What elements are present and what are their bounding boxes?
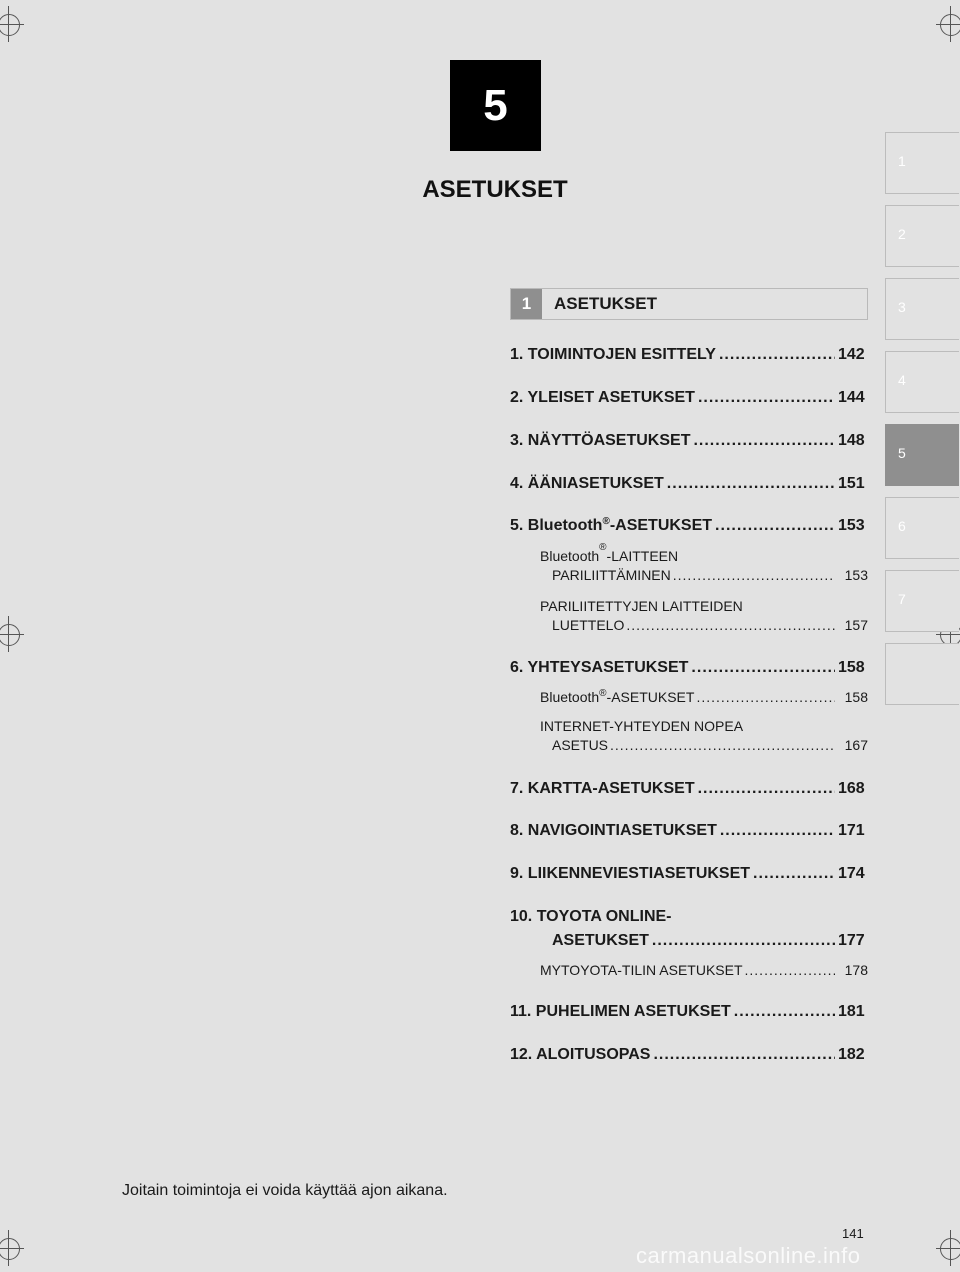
- toc-entry[interactable]: 4. ÄÄNIASETUKSET ..... 151: [510, 475, 868, 493]
- page-number: 141: [842, 1226, 864, 1241]
- tab-chapter-1[interactable]: 1: [885, 132, 959, 194]
- watermark: carmanualsonline.info: [636, 1243, 861, 1268]
- toc-entry[interactable]: 9. LIIKENNEVIESTIASETUKSET ..... 174: [510, 865, 868, 883]
- toc-entry[interactable]: 2. YLEISET ASETUKSET ..... 144: [510, 389, 868, 407]
- toc-entry[interactable]: 12. ALOITUSOPAS ..... 182: [510, 1046, 868, 1064]
- tab-chapter-3[interactable]: 3: [885, 278, 959, 340]
- toc-entry[interactable]: 3. NÄYTTÖASETUKSET ..... 148: [510, 432, 868, 450]
- toc-entry[interactable]: 5. Bluetooth®-ASETUKSET ..... 153: [510, 517, 868, 535]
- section-number: 1: [511, 289, 542, 319]
- footer-note: Joitain toimintoja ei voida käyttää ajon aikana.: [122, 1182, 448, 1199]
- toc-entry[interactable]: 11. PUHELIMEN ASETUKSET ..... 181: [510, 1003, 868, 1021]
- tab-chapter-7[interactable]: 7: [885, 570, 959, 632]
- section-header: [510, 288, 868, 320]
- toc-subentry[interactable]: INTERNET-YHTEYDEN NOPEA ASETUS ..... 167: [540, 718, 868, 753]
- toc-subentry[interactable]: Bluetooth ® -LAITTEEN PARILIITTÄMINEN ..... 153: [540, 548, 868, 583]
- toc-subentry[interactable]: Bluetooth®-ASETUKSET ..... 158: [540, 689, 868, 705]
- chapter-title: ASETUKSET: [422, 176, 568, 203]
- section-title: ASETUKSET: [554, 294, 657, 313]
- tab-chapter-2[interactable]: 2: [885, 205, 959, 267]
- toc-entry[interactable]: 7. KARTTA-ASETUKSET ..... 168: [510, 780, 868, 798]
- chapter-number-box: [450, 60, 541, 151]
- toc-subentry[interactable]: PARILIITETTYJEN LAITTEIDEN LUETTELO ..... 157: [540, 598, 868, 633]
- tab-chapter-4[interactable]: 4: [885, 351, 959, 413]
- tab-chapter-5[interactable]: 5: [885, 424, 959, 486]
- toc-entry[interactable]: 1. TOIMINTOJEN ESITTELY ..... 142: [510, 346, 868, 364]
- tab-chapter-blank[interactable]: [885, 643, 959, 705]
- chapter-number: 5: [483, 80, 508, 130]
- tab-chapter-6[interactable]: 6: [885, 497, 959, 559]
- toc-entry[interactable]: 10. TOYOTA ONLINE-: [510, 908, 672, 925]
- toc-entry[interactable]: 8. NAVIGOINTIASETUKSET ..... 171: [510, 822, 868, 840]
- toc-entry-continuation[interactable]: ASETUKSET ..... 177: [552, 932, 868, 950]
- toc-entry[interactable]: 6. YHTEYSASETUKSET ..... 158: [510, 659, 868, 677]
- toc-subentry[interactable]: MYTOYOTA-TILIN ASETUKSET ..... 178: [540, 962, 868, 978]
